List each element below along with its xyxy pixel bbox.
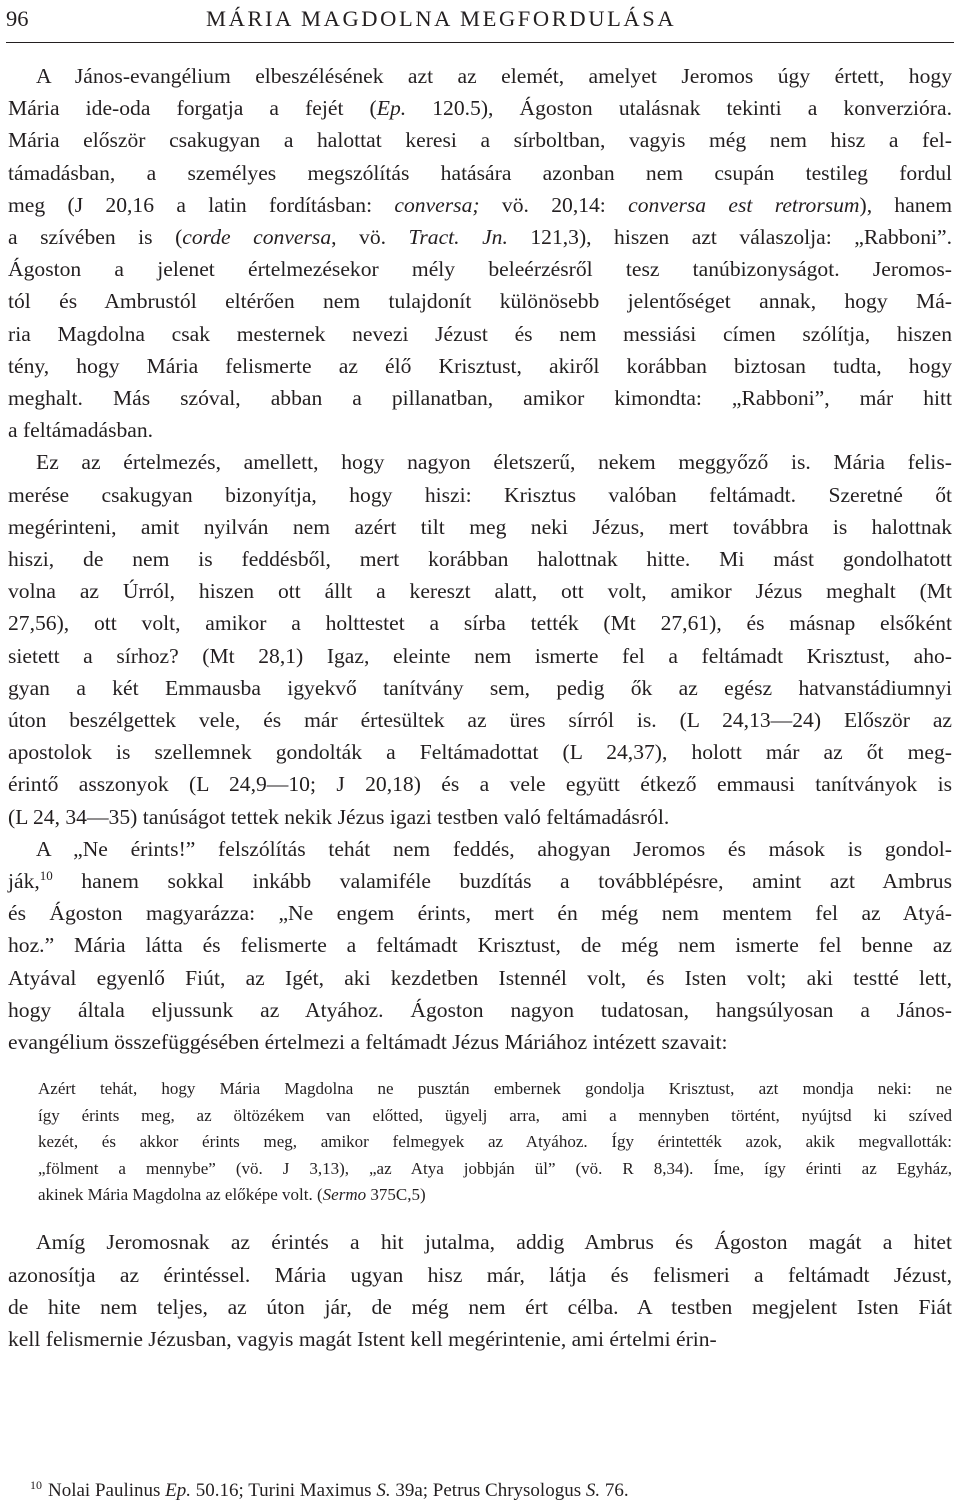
text-line: hogy általa eljussunk az Atyához. Ágoston nagyon tudatosan, hangsúlyosan a János- [8,997,952,1022]
text-line: kezét, és akkor érints meg, amikor felmegyek az Atyához. Így érintették azok, akik megvallották: [38,1132,952,1152]
text-line: érintő asszonyok (L 24,9—10; J 20,18) és a vele együtt étkező emmausi tanítványok is [8,772,952,797]
text-line: 27,56), ott volt, amikor a holttestet a sírba tették (Mt 27,61), és másnap elsőként [8,611,952,636]
text-line: a szívében is (corde conversa, vö. Tract. Jn. 121,3), hiszen azt válaszolja: „Rabboni”. [8,225,953,250]
text-line: volna az Úrról, hiszen ott állt a kereszt alatt, ott volt, amikor Jézus meghalt (Mt [8,579,952,604]
text-line: hoz.” Mária látta és felismerte a feltámadt Krisztust, de még nem ismerte fel benne az [8,933,952,958]
paragraph-1 [8,60,952,446]
text-line: Mária ide-oda forgatja a fejét (Ep. 120.5), Ágoston utalásnak tekinti a konverzióra. [8,96,952,121]
text-line: ják,$^{10}$ hanem sokkal inkább valamiféle buzdítás a továbblépésre, amint azt Ambrus [8,868,952,894]
text-line: A „Ne érints!” felszólítás tehát nem feddés, ahogyan Jeromos és mások is gondol- [36,836,952,861]
paragraph-2 [8,446,952,832]
text-line: hiszi, de nem is feddésből, mert korábban halottnak hitte. Mi mást gondolhatott [8,547,952,572]
text-line: merése csakugyan bizonyítja, hogy hiszi: Krisztus valóban feltámadt. Szeretné őt [8,482,952,507]
text-line: és Ágoston magyarázza: „Ne engem érints, mert én még nem mentem fel az Atyá- [8,901,952,926]
text-line: de hite nem teljes, az úton jár, de még nem ért célba. A testben megjelent Isten Fiát [8,1294,952,1319]
text-line: tény, hogy Mária felismerte az élő Krisztust, akiről korábban biztosan tudta, hogy [8,353,952,378]
text-line: „fölment a mennybe” (vö. J 3,13), „az Atya jobbján ül” (vö. R 8,34). Íme, így érinti az Egyház, [38,1158,952,1178]
text-line: kell felismernie Jézusban, vagyis magát Istent kell megérintenie, ami értelmi érin- [8,1326,717,1351]
text-line: úton beszélgettek vele, és már értesültek az üres sírról is. (L 24,13—24) Először az [8,708,952,733]
text-line: sietett a sírhoz? (Mt 28,1) Igaz, eleinte nem ismerte fel a feltámadt Krisztust, aho- [8,643,952,668]
text-line: Ez az értelmezés, amellett, hogy nagyon életszerű, nekem meggyőző is. Mária felis- [36,450,952,475]
body-text [8,60,952,1355]
footnote [30,1472,930,1504]
footnote-text: Nolai Paulinus Ep. 50.16; Turini Maximus S. 39a; Petrus Chrysologus S. 76. [48,1480,629,1501]
text-line: evangélium összefüggésében értelmezi a feltámadt Jézus Máriához intézett szavait: [8,1030,728,1055]
text-line: apostolok is szellemnek gondolták a Feltámadottat (L 24,37), holott már az őt meg- [8,740,952,765]
block-quote [38,1076,952,1208]
text-line: akinek Mária Magdolna az előképe volt. (Sermo 375C,5) [38,1184,426,1204]
header-rule [6,42,954,43]
text-line: ria Magdolna csak mesternek nevezi Jézust és nem messiási címen szólítja, hiszen [8,321,952,346]
text-line: támadásban, a személyes megszólítás hatására azonban nem csupán testileg fordul [8,160,952,185]
text-line: meg (J 20,16 a latin fordításban: conversa; vö. 20,14: conversa est retrorsum), hanem [8,192,952,217]
text-line: megérinteni, amit nyilván nem azért tilt meg neki Jézus, mert továbbra is halottnak [8,514,952,539]
text-line: így érints meg, az öltözékem van előtted, ügyelj arra, ami a mennyben történt, nyújtsd ki szíved [38,1105,952,1125]
page-number: 96 [6,6,29,31]
text-line: Ágoston a jelenet értelmezésekor mély beleérzésről tesz tanúbizonyságot. Jeromos- [8,257,952,282]
footnote-mark: 10 [30,1478,42,1492]
text-line: (L 24, 34—35) tanúságot tettek nekik Jézus igazi testben való feltámadásról. [8,804,670,829]
paragraph-4 [8,1226,952,1355]
text-line: a feltámadásban. [8,418,154,443]
text-line: azonosítja az érintéssel. Mária ugyan hisz már, látja és felismeri a feltámadt Jézust, [8,1262,952,1287]
text-line: gyan a két Emmausba igyekvő tanítvány sem, pedig ők az egész hatvanstádiumnyi [8,675,952,700]
text-line: Amíg Jeromosnak az érintés a hit jutalma, addig Ambrus és Ágoston magát a hitet [36,1230,952,1255]
text-line: A János-evangélium elbeszélésének azt az elemét, amelyet Jeromos úgy értett, hogy [36,64,952,88]
text-line: Mária először csakugyan a halottat keresi a sírboltban, vagyis még nem hisz a fel- [8,128,952,153]
running-title: MÁRIA MAGDOLNA MEGFORDULÁSA [206,6,677,31]
paragraph-3 [8,833,952,1058]
page-header [6,2,954,36]
text-line: Atyával egyenlő Fiút, az Igét, aki kezdetben Istennél volt, és Isten volt; aki testté lett, [8,965,952,990]
text-line: meghalt. Más szóval, abban a pillanatban, amikor kimondta: „Rabboni”, már hitt [8,386,952,411]
text-line: Azért tehát, hogy Mária Magdolna ne pusztán embernek gondolja Krisztust, azt mondja neki: ne [38,1079,952,1099]
text-line: tól és Ambrustól eltérően nem tulajdonít különösebb jelentőséget annak, hogy Má- [8,289,952,314]
